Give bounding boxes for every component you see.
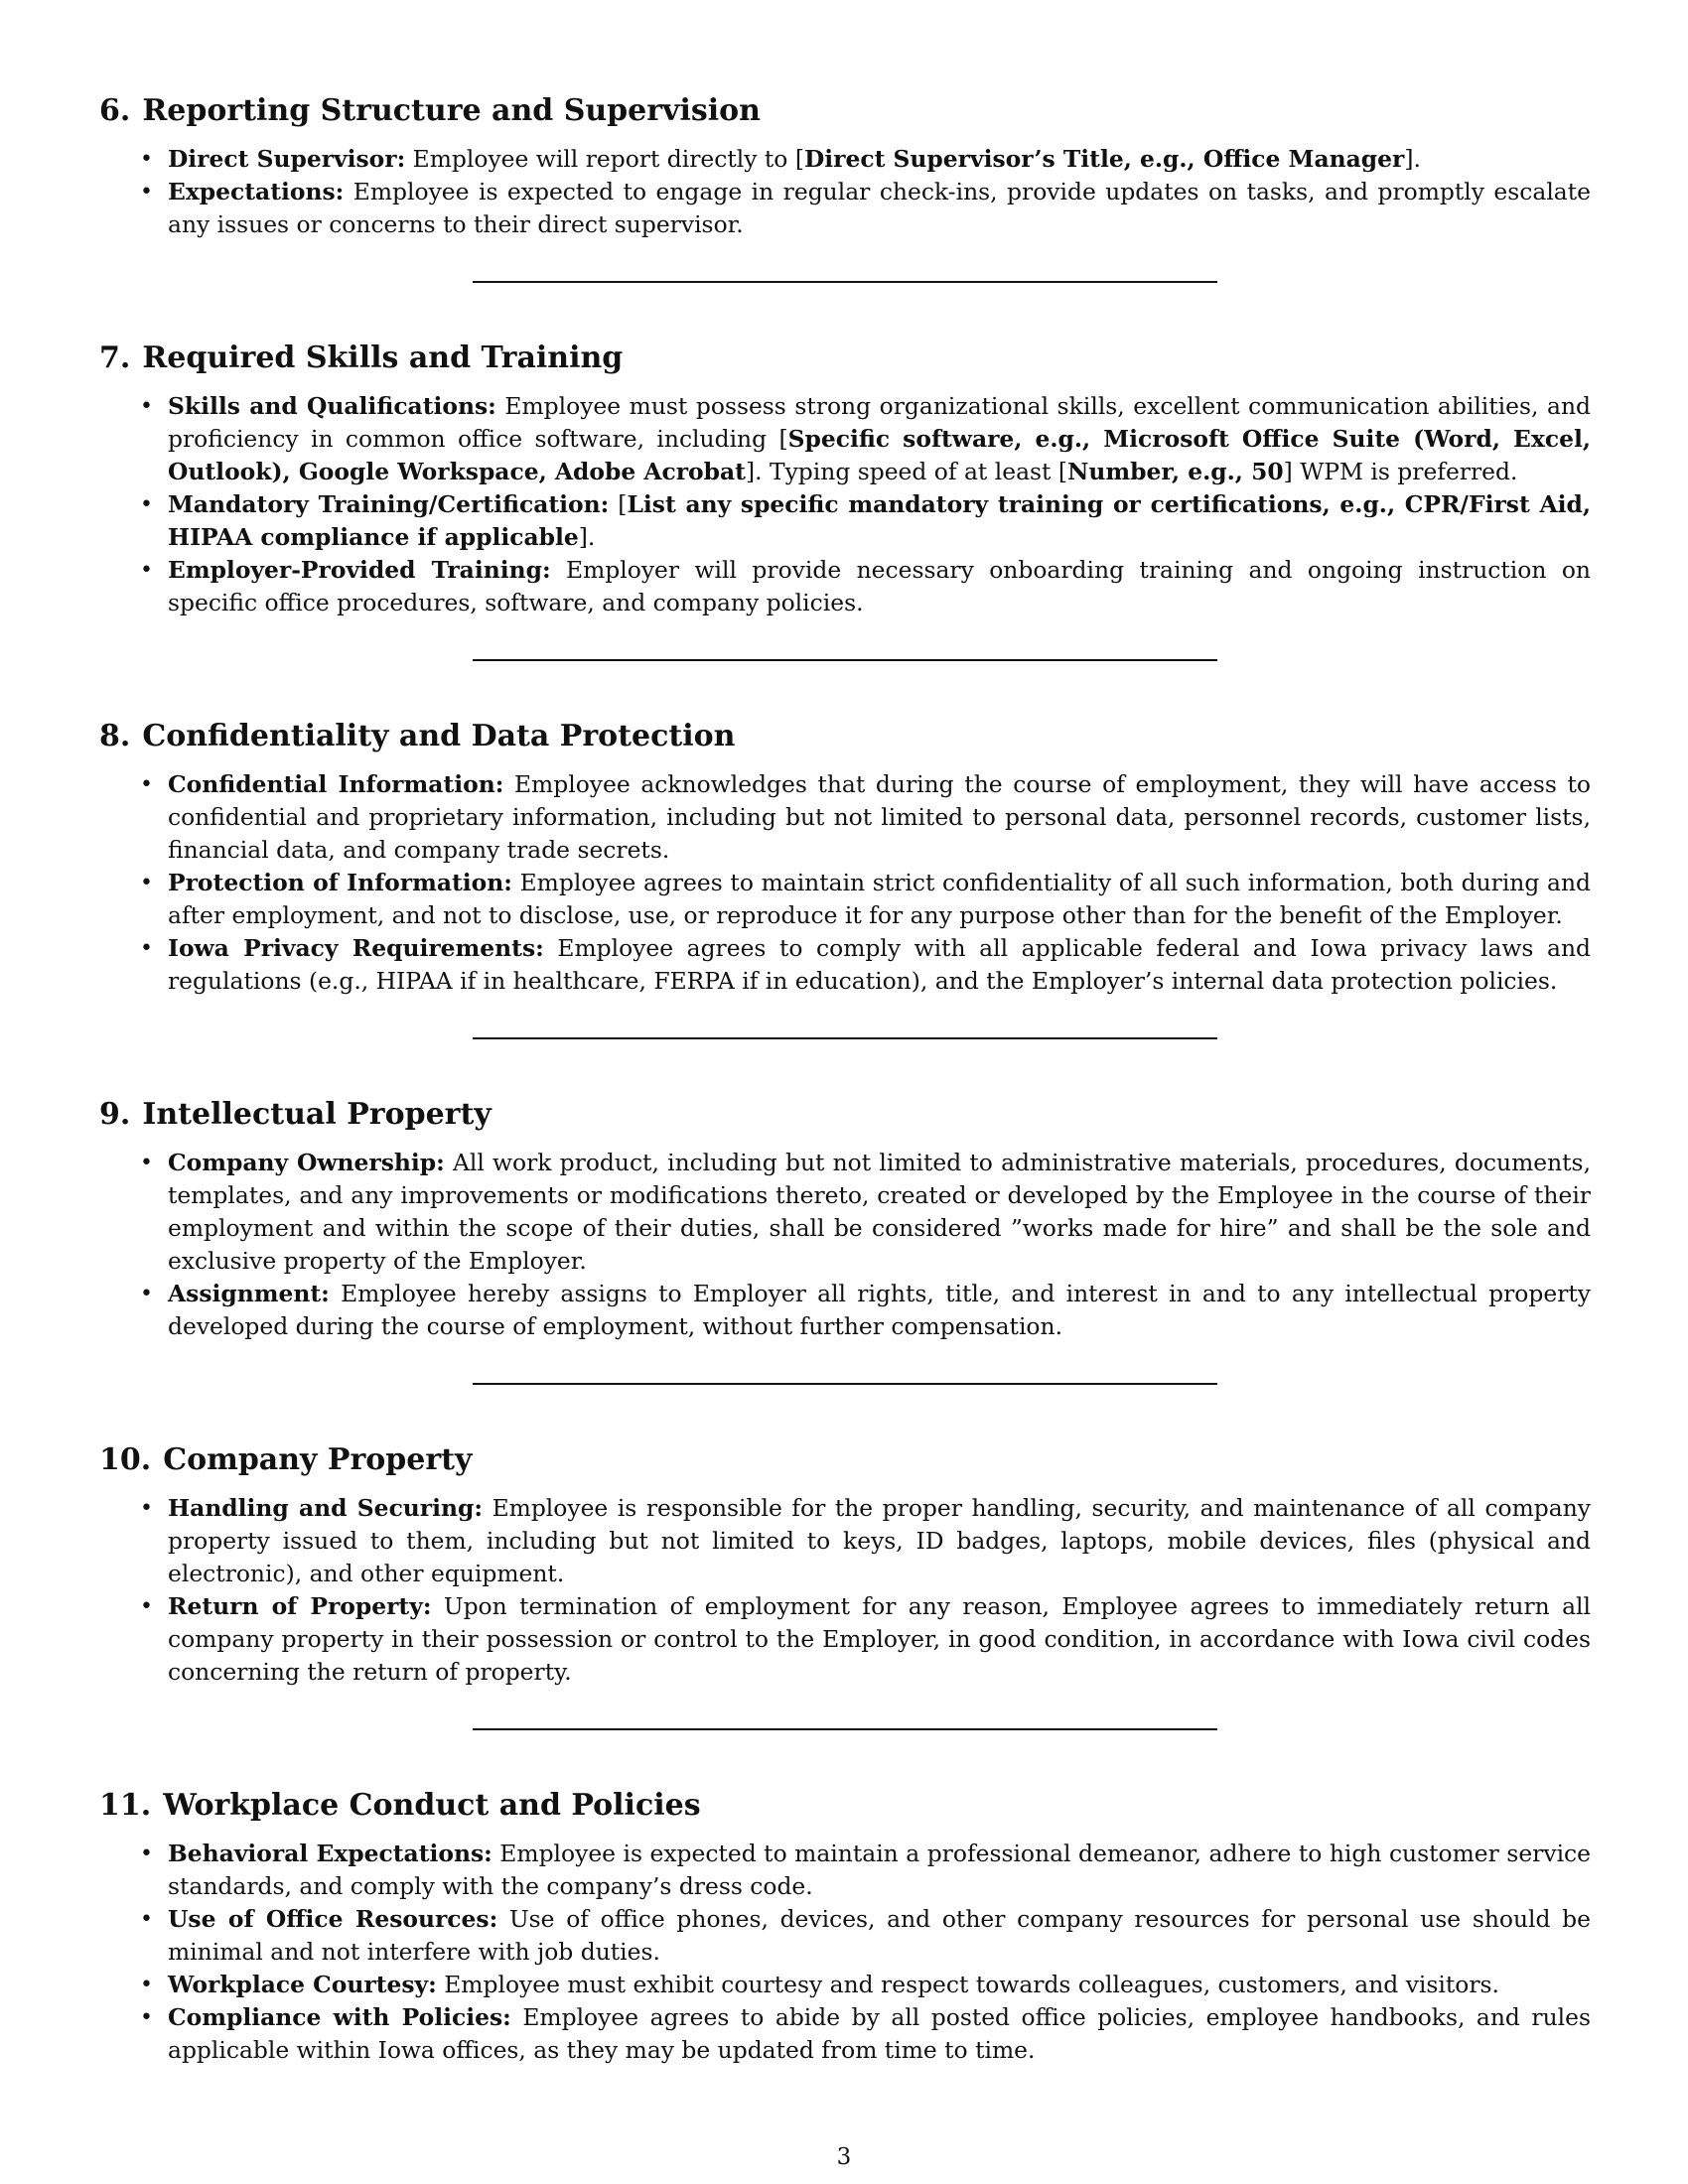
list-item xyxy=(140,768,1592,867)
clause-list xyxy=(99,768,1591,998)
clause-text: Employee is expected to engage in regular check-ins, provide updates on tasks, and promptly escalate any issues or concerns to their direct supervisor. xyxy=(168,178,1591,238)
list-item xyxy=(140,867,1591,932)
list-item xyxy=(140,1838,1591,1903)
clause-term: Protection of Information: xyxy=(168,869,512,896)
bullet-icon: • xyxy=(140,2005,153,2030)
bullet-icon: • xyxy=(140,1282,153,1306)
section-7 xyxy=(99,339,1591,619)
section-title: Required Skills and Training xyxy=(142,341,624,375)
section-divider xyxy=(473,1728,1217,1730)
list-item xyxy=(140,1147,1591,1278)
placeholder-text: Specific software, e.g., Microsoft Office Suite (Word, Excel, Outlook), Google Workspace, Adobe Acrobat xyxy=(168,425,1591,485)
section-title: Workplace Conduct and Policies xyxy=(163,1788,701,1823)
bullet-icon: • xyxy=(140,394,153,419)
section-divider xyxy=(473,281,1217,283)
placeholder-text: Direct Supervisor’s Title, e.g., Office Manager xyxy=(803,145,1405,173)
bullet-icon: • xyxy=(140,180,153,205)
clause-text: Employee must possess strong organizational skills, excellent communication abilities, and proficiency in common office software, including [ xyxy=(168,392,1592,453)
section-9 xyxy=(99,1095,1591,1343)
clause-term: Iowa Privacy Requirements: xyxy=(168,934,544,962)
clause-text: Use of office phones, devices, and other company resources for personal use should be minimal and not interfere with job duties. xyxy=(168,1905,1591,1966)
clause-term: Behavioral Expectations: xyxy=(168,1840,492,1867)
clause-text: Employee agrees to comply with all applicable federal and Iowa privacy laws and regulations (e.g., HIPAA if in healthcare, FERPA if in education), and the Employer’s internal data protection policies. xyxy=(168,934,1591,995)
bullet-icon: • xyxy=(140,936,153,961)
bullet-icon: • xyxy=(140,1842,153,1866)
bullet-icon: • xyxy=(140,1594,153,1619)
clause-text: Employee acknowledges that during the course of employment, they will have access to confidential and proprietary information, including but not limited to personal data, personnel records, customer lists, financial data, and company trade secrets. xyxy=(168,770,1592,864)
clause-list xyxy=(99,143,1591,241)
section-number: 10. xyxy=(99,1442,152,1477)
clause-text: Employee agrees to maintain strict confidentiality of all such information, both during and after employment, and not to disclose, use, or reproduce it for any purpose other than for the benefit of the Employer. xyxy=(168,869,1591,929)
clause-term: Confidential Information: xyxy=(168,770,504,798)
section-8 xyxy=(99,717,1591,998)
page-number: 3 xyxy=(836,2144,852,2170)
document-page xyxy=(99,91,1591,2067)
clause-term: Skills and Qualifications: xyxy=(168,392,496,420)
placeholder-text: Number, e.g., 50 xyxy=(1066,458,1284,485)
clause-text: Employer will provide necessary onboarding training and ongoing instruction on specific office procedures, software, and company policies. xyxy=(168,556,1591,616)
clause-term: Company Ownership: xyxy=(168,1149,445,1176)
clause-text: Upon termination of employment for any reason, Employee agrees to immediately return all company property in their possession or control to the Employer, in good condition, in accordance with Iowa civil codes concerning the return of property. xyxy=(168,1592,1592,1686)
clause-text: Employee agrees to abide by all posted office policies, employee handbooks, and rules applicable within Iowa offices, as they may be updated from time to time. xyxy=(168,2003,1591,2064)
clause-text: All work product, including but not limited to administrative materials, procedures, documents, templates, and any improvements or modifications thereto, created or developed by the Employee in the course of their employment and within the scope of their duties, shall be considered ”works made for hire” and shall be the sole and exclusive property of the Employer. xyxy=(168,1149,1591,1275)
section-divider xyxy=(473,1383,1217,1385)
clause-text: ] WPM is preferred. xyxy=(1283,458,1518,485)
section-divider xyxy=(473,659,1217,661)
bullet-icon: • xyxy=(140,1151,153,1175)
section-number: 7. xyxy=(99,341,131,375)
clause-list xyxy=(99,1492,1591,1689)
list-item xyxy=(140,932,1591,998)
section-number: 9. xyxy=(99,1097,131,1132)
section-heading xyxy=(99,1095,1591,1135)
section-title: Intellectual Property xyxy=(142,1097,492,1132)
clause-list xyxy=(99,390,1591,619)
list-item xyxy=(140,1492,1592,1590)
section-heading xyxy=(99,717,1591,756)
list-item xyxy=(140,1590,1592,1689)
clause-term: Return of Property: xyxy=(168,1592,432,1620)
clause-text: ]. xyxy=(1404,145,1421,173)
section-divider xyxy=(473,1037,1217,1039)
section-title: Confidentiality and Data Protection xyxy=(142,719,736,753)
bullet-icon: • xyxy=(140,558,153,583)
section-heading xyxy=(99,91,1591,131)
clause-term: Workplace Courtesy: xyxy=(168,1971,437,1998)
clause-text: Employee hereby assigns to Employer all rights, title, and interest in and to any intellectual property developed during the course of employment, without further compensation. xyxy=(168,1280,1591,1340)
clause-term: Mandatory Training/Certification: xyxy=(168,490,610,518)
list-item xyxy=(140,2001,1591,2067)
clause-term: Compliance with Policies: xyxy=(168,2003,511,2031)
clause-term: Use of Office Resources: xyxy=(168,1905,498,1933)
section-6 xyxy=(99,91,1591,241)
clause-text: ]. xyxy=(578,523,596,551)
clause-list xyxy=(99,1838,1591,2067)
clause-term: Assignment: xyxy=(168,1280,330,1307)
bullet-icon: • xyxy=(140,492,153,517)
bullet-icon: • xyxy=(140,871,153,895)
list-item xyxy=(140,176,1591,241)
section-number: 8. xyxy=(99,719,131,753)
section-heading xyxy=(99,1786,1591,1826)
bullet-icon: • xyxy=(140,1907,153,1932)
bullet-icon: • xyxy=(140,1496,153,1521)
section-number: 6. xyxy=(99,93,131,128)
clause-text: ]. Typing speed of at least [ xyxy=(745,458,1067,485)
list-item xyxy=(140,390,1592,488)
clause-term: Handling and Securing: xyxy=(168,1494,484,1522)
clause-list xyxy=(99,1147,1591,1343)
bullet-icon: • xyxy=(140,772,153,797)
section-number: 11. xyxy=(99,1788,152,1823)
section-title: Reporting Structure and Supervision xyxy=(142,93,761,128)
clause-term: Expectations: xyxy=(168,178,345,205)
clause-text: Employee must exhibit courtesy and respect towards colleagues, customers, and visitors. xyxy=(436,1971,1499,1998)
clause-term: Direct Supervisor: xyxy=(168,145,406,173)
section-heading xyxy=(99,339,1591,378)
section-title: Company Property xyxy=(163,1442,473,1477)
clause-text: [ xyxy=(609,490,628,518)
clause-text: Employee is responsible for the proper handling, security, and maintenance of all company property issued to them, including but not limited to keys, ID badges, laptops, mobile devices, files (physical and electronic), and other equipment. xyxy=(168,1494,1592,1587)
bullet-icon: • xyxy=(140,1973,153,1997)
list-item xyxy=(140,1969,1591,2001)
section-10 xyxy=(99,1440,1591,1689)
list-item xyxy=(140,1903,1591,1969)
clause-text: Employee will report directly to [ xyxy=(405,145,804,173)
list-item xyxy=(140,1278,1591,1343)
clause-term: Employer-Provided Training: xyxy=(168,556,551,584)
list-item xyxy=(140,143,1591,176)
placeholder-text: List any specific mandatory training or certifications, e.g., CPR/First Aid, HIPAA compliance if applicable xyxy=(168,490,1591,551)
section-heading xyxy=(99,1440,1591,1480)
section-11 xyxy=(99,1786,1591,2067)
clause-text: Employee is expected to maintain a professional demeanor, adhere to high customer service standards, and comply with the company’s dress code. xyxy=(168,1840,1591,1900)
list-item xyxy=(140,488,1591,554)
bullet-icon: • xyxy=(140,147,153,172)
list-item xyxy=(140,554,1591,619)
